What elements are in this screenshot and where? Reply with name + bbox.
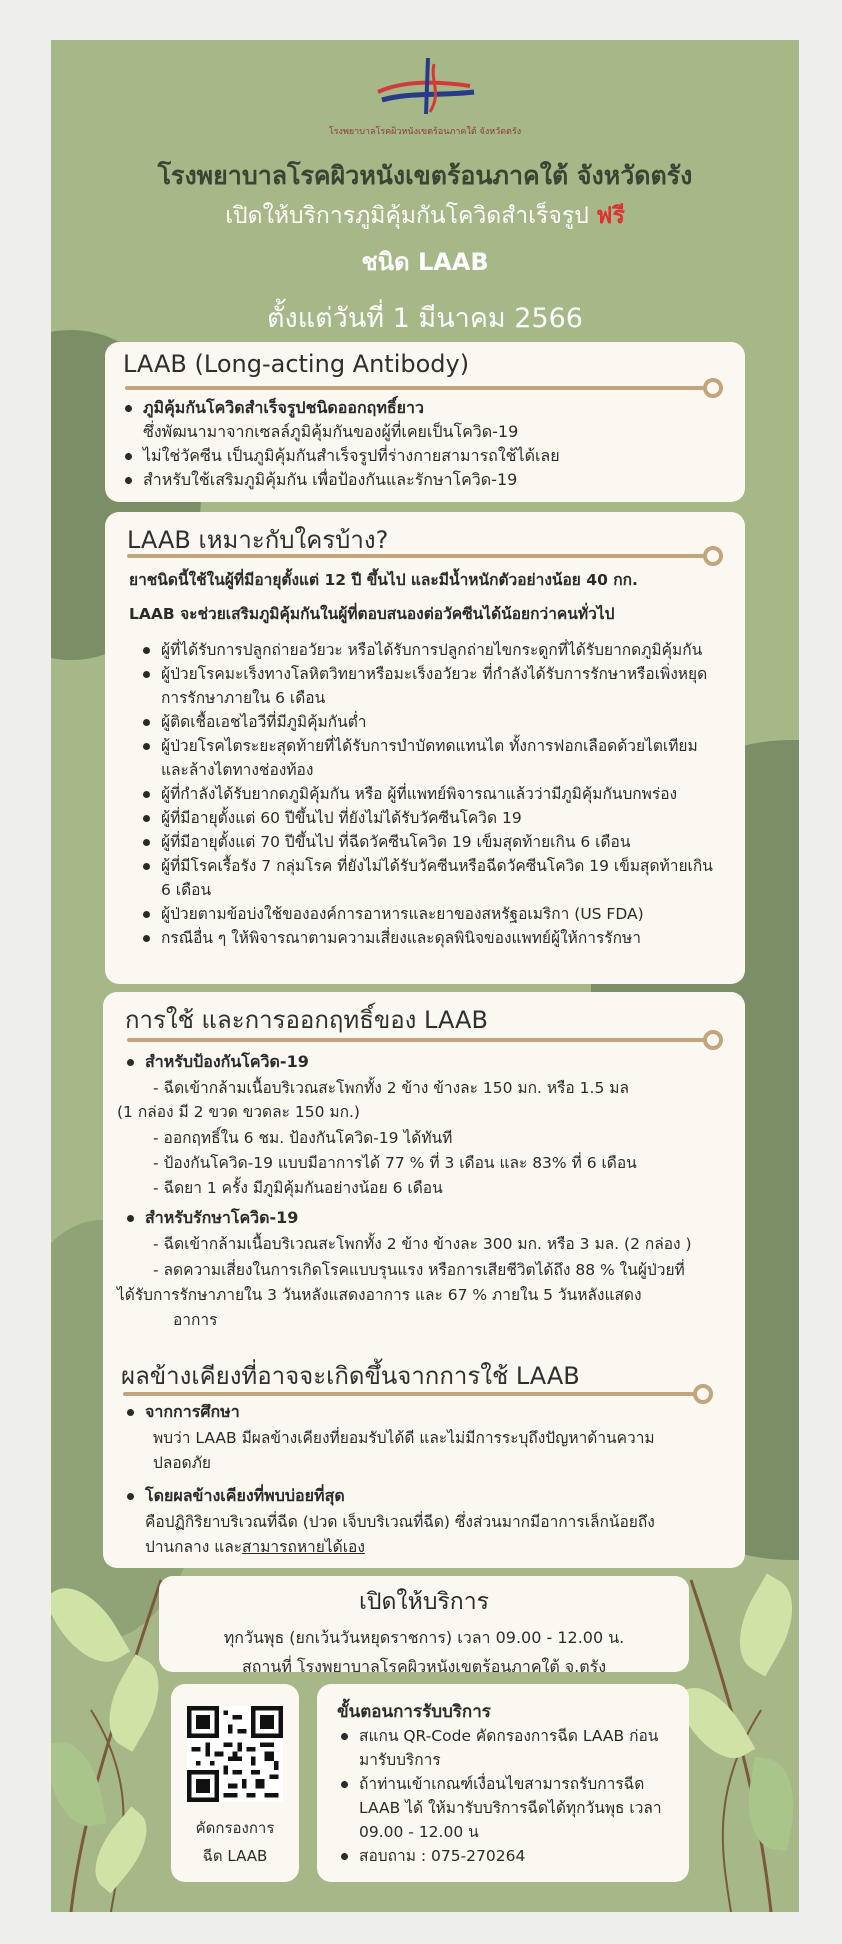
service-hours-card xyxy=(159,1576,689,1676)
logo-emblem xyxy=(370,52,480,122)
list-item-bold: ภูมิคุ้มกันโควิดสำเร็จรูปชนิดออกฤทธิ์ยาว xyxy=(143,398,425,417)
qr-code[interactable] xyxy=(187,1706,283,1802)
treatment-heading-list xyxy=(123,1206,723,1230)
section-title: LAAB (Long-acting Antibody) xyxy=(123,350,470,378)
list-item: ผู้ติดเชื้อเอชไอวีที่มีภูมิคุ้มกันต่ำ xyxy=(139,710,719,734)
title-underline xyxy=(127,1038,711,1042)
list-item: ผู้ป่วยโรคมะเร็งทางโลหิตวิทยาหรือมะเร็งอวัยวะ ที่กำลังได้รับการรักษาหรือเพิ่งหยุดการรักษาภายใน 6 เดือน xyxy=(139,662,719,710)
service-title: เปิดให้บริการ xyxy=(359,1589,489,1615)
list-item: ผู้ป่วยโรคไตระยะสุดท้ายที่ได้รับการบำบัดทดแทนไต ทั้งการฟอกเลือดด้วยไตเทียมและล้างไตทางช่องท้อง xyxy=(139,734,719,782)
qr-caption: ฉีด LAAB xyxy=(202,1847,268,1865)
list-item-cont: ซึ่งพัฒนามาจากเซลล์ภูมิคุ้มกันของผู้ที่เคยเป็นโควิด-19 xyxy=(143,422,519,441)
prevention-heading-list xyxy=(123,1050,723,1074)
common-line: คือปฏิกิริยาบริเวณที่ฉีด (ปวด เจ็บบริเวณที่ฉีด) ซึ่งส่วนมากมีอาการเล็กน้อยถึง xyxy=(145,1513,655,1531)
service-headline-text: เปิดให้บริการภูมิคุ้มกันโควิดสำเร็จรูป xyxy=(225,203,589,229)
treatment-line: อาการ xyxy=(173,1311,218,1329)
qr-card xyxy=(171,1684,299,1882)
list-item: กรณีอื่น ๆ ให้พิจารณาตามความเสี่ยงและดุลพินิจของแพทย์ผู้ให้การรักษา xyxy=(139,926,719,950)
self-resolving-text: สามารถหายได้เอง xyxy=(242,1538,365,1556)
treatment-line: - ลดความเสี่ยงในการเกิดโรคแบบรุนแรง หรือการเสียชีวิตได้ถึง 88 % ในผู้ป่วยที่ xyxy=(153,1261,685,1279)
prevention-line: (1 กล่อง มี 2 ขวด ขวดละ 150 มก.) xyxy=(117,1103,360,1121)
list-item: ผู้ที่มีอายุตั้งแต่ 70 ปีขึ้นไป ที่ฉีดวัคซีนโควิด 19 เข็มสุดท้ายเกิน 6 เดือน xyxy=(139,830,719,854)
list-item: ผู้ที่ได้รับการปลูกถ่ายอวัยวะ หรือได้รับการปลูกถ่ายไขกระดูกที่ได้รับยากดภูมิคุ้มกัน xyxy=(139,638,719,662)
section-title: LAAB เหมาะกับใครบ้าง? xyxy=(127,526,389,554)
service-time: ทุกวันพุธ (ยกเว้นวันหยุดราชการ) เวลา 09.00 - 12.00 น. xyxy=(223,1628,625,1647)
title-underline-ring xyxy=(703,378,723,398)
title-underline-ring xyxy=(703,1030,723,1050)
eligibility-intro: ยาชนิดนี้ใช้ในผู้ที่มีอายุตั้งแต่ 12 ปี ขึ้นไป และมีน้ำหนักตัวอย่างน้อย 40 กก. xyxy=(129,571,638,589)
steps-card xyxy=(317,1684,689,1882)
step-item: ถ้าท่านเข้าเกณฑ์เงื่อนไขสามารถรับการฉีด LAAB ได้ ให้มารับบริการฉีดได้ทุกวันพุธ เวลา 09.00 - 12.00 น xyxy=(337,1772,677,1844)
list-item: สำหรับใช้เสริมภูมิคุ้มกัน เพื่อป้องกันและรักษาโควิด-19 xyxy=(121,468,721,492)
title-underline xyxy=(123,1392,701,1396)
service-headline xyxy=(51,198,799,234)
study-line: พบว่า LAAB มีผลข้างเคียงที่ยอมรับได้ดี และไม่มีการระบุถึงปัญหาด้านความ xyxy=(153,1429,655,1447)
eligibility-intro: LAAB จะช่วยเสริมภูมิคุ้มกันในผู้ที่ตอบสนองต่อวัคซีนได้น้อยกว่าคนทั่วไป xyxy=(129,605,615,623)
list-item: ผู้ป่วยตามข้อบ่งใช้ขององค์การอาหารและยาของสหรัฐอเมริกา (US FDA) xyxy=(139,902,719,926)
step-item: สแกน QR-Code คัดกรองการฉีด LAAB ก่อนมารับบริการ xyxy=(337,1724,677,1772)
poster xyxy=(51,40,799,1912)
step-item: สอบถาม : 075-270264 xyxy=(337,1844,677,1868)
list-item xyxy=(121,396,721,444)
free-label: ฟรี xyxy=(596,203,625,229)
title-underline xyxy=(125,386,713,390)
list-item: ผู้ที่มีโรคเรื้อรัง 7 กลุ่มโรค ที่ยังไม่ได้รับวัคซีนหรือฉีดวัคซีนโควิด 19 เข็มสุดท้ายเกิน 6 เดือน xyxy=(139,854,719,902)
steps-list xyxy=(337,1724,677,1868)
common-heading-list xyxy=(123,1484,723,1508)
title-underline xyxy=(127,554,713,558)
list-item: ผู้ที่มีอายุตั้งแต่ 60 ปีขึ้นไป ที่ยังไม่ได้รับวัคซีนโควิด 19 xyxy=(139,806,719,830)
hospital-name: โรงพยาบาลโรคผิวหนังเขตร้อนภาคใต้ จังหวัดตรัง xyxy=(157,161,693,190)
service-place: สถานที่ โรงพยาบาลโรคผิวหนังเขตร้อนภาคใต้ จ.ตรัง xyxy=(241,1657,607,1676)
list-item: ไม่ใช่วัคซีน เป็นภูมิคุ้มกันสำเร็จรูปที่ร่างกายสามารถใช้ได้เลย xyxy=(121,444,721,468)
title-underline-ring xyxy=(703,546,723,566)
section-title: ผลข้างเคียงที่อาจจะเกิดขึ้นจากการใช้ LAAB xyxy=(121,1362,580,1390)
prevention-line: - ป้องกันโควิด-19 แบบมีอาการได้ 77 % ที่ 3 เดือน และ 83% ที่ 6 เดือน xyxy=(153,1154,637,1172)
logo-caption: โรงพยาบาลโรคผิวหนังเขตร้อนภาคใต้ จังหวัดตรัง xyxy=(328,127,522,137)
card-what-is-laab xyxy=(105,342,745,502)
study-line: ปลอดภัย xyxy=(153,1454,212,1472)
start-date: ตั้งแต่วันที่ 1 มีนาคม 2566 xyxy=(267,303,583,334)
common-line xyxy=(145,1535,365,1560)
qr-caption: คัดกรองการ xyxy=(195,1819,275,1837)
steps-title: ขั้นตอนการรับบริการ xyxy=(337,1702,491,1722)
card-usage-and-effect xyxy=(103,992,745,1380)
prevention-line: - ออกฤทธิ์ใน 6 ชม. ป้องกันโควิด-19 ได้ทันที xyxy=(153,1129,453,1147)
study-heading: จากการศึกษา xyxy=(123,1400,723,1424)
eligibility-list xyxy=(139,638,719,950)
prevention-line: - ฉีดเข้ากล้ามเนื้อบริเวณสะโพกทั้ง 2 ข้าง ข้างละ 150 มก. หรือ 1.5 มล xyxy=(153,1079,629,1097)
list-item: ผู้ที่กำลังได้รับยากดภูมิคุ้มกัน หรือ ผู้ที่แพทย์พิจารณาแล้วว่ามีภูมิคุ้มกันบกพร่อง xyxy=(139,782,719,806)
card-who-is-suitable xyxy=(105,512,745,984)
common-line-text: ปานกลาง และ xyxy=(145,1538,243,1556)
prevention-line: - ฉีดยา 1 ครั้ง มีภูมิคุ้มกันอย่างน้อย 6 เดือน xyxy=(153,1179,443,1197)
treatment-line: ได้รับการรักษาภายใน 3 วันหลังแสดงอาการ และ 67 % ภายใน 5 วันหลังแสดง xyxy=(117,1286,642,1304)
prevention-heading: สำหรับป้องกันโควิด-19 xyxy=(123,1050,723,1074)
laab-description-list xyxy=(121,396,721,492)
treatment-line: - ฉีดเข้ากล้ามเนื้อบริเวณสะโพกทั้ง 2 ข้าง ข้างละ 300 มก. หรือ 3 มล. (2 กล่อง ) xyxy=(153,1235,692,1253)
card-side-effects xyxy=(103,1348,745,1568)
hospital-logo xyxy=(51,52,799,138)
common-heading: โดยผลข้างเคียงที่พบบ่อยที่สุด xyxy=(123,1484,723,1508)
study-heading-list xyxy=(123,1400,723,1424)
treatment-heading: สำหรับรักษาโควิด-19 xyxy=(123,1206,723,1230)
type-headline: ชนิด LAAB xyxy=(361,248,489,276)
section-title: การใช้ และการออกฤทธิ์ของ LAAB xyxy=(125,1006,488,1034)
